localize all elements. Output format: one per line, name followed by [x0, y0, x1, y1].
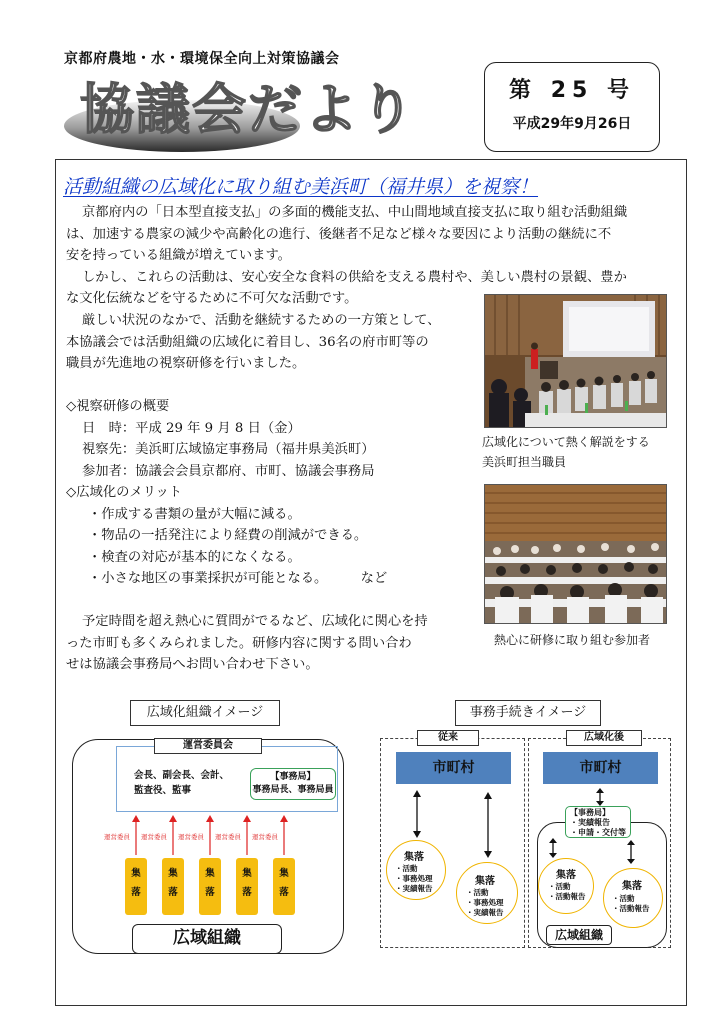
- shuraku-block: [199, 858, 221, 915]
- secretariat-box-after: [565, 806, 631, 838]
- secretariat-box: [250, 768, 336, 800]
- council-members-line: 会長、副会長、会計、: [134, 770, 230, 781]
- merit-item: ・小さな地区の事業採択が可能となる。 など: [88, 571, 388, 586]
- double-arrow-icon: [412, 790, 422, 838]
- shuraku-block: [273, 858, 295, 915]
- merit-item: ・作成する書類の量が大幅に減る。: [88, 506, 301, 522]
- org-diagram-label: 広域化組織イメージ: [130, 700, 280, 726]
- article-headline: 活動組織の広域化に取り組む美浜町（福井県）を視察！: [63, 176, 539, 198]
- shuraku-char: 集: [279, 868, 289, 879]
- text-line: 厳しい状況のなかで、活動を継続するための一方策として、: [82, 313, 441, 328]
- merit-item: ・物品の一括発注により経費の削減ができる。: [88, 528, 368, 543]
- double-arrow-icon: [483, 792, 493, 858]
- shuraku-char: 集: [168, 868, 178, 879]
- photo-caption-1: [482, 432, 650, 472]
- newsletter-logo: [62, 66, 428, 156]
- procedure-diagram-label: 事務手続きイメージ: [455, 700, 601, 726]
- rep-label: 運営委員: [215, 833, 241, 841]
- task-item: ・活動: [612, 894, 635, 903]
- shuraku-label: 集落: [622, 881, 642, 892]
- text-line: 職員が先進地の視察研修を行いました。: [66, 356, 306, 371]
- shuraku-char: 集: [131, 868, 141, 879]
- shuraku-char: 落: [279, 887, 289, 898]
- lecture-photo: [484, 294, 667, 428]
- shuraku-block: [162, 858, 184, 915]
- city-box-before: 市町村: [396, 752, 511, 784]
- shuraku-label: 集落: [556, 870, 576, 881]
- shuraku-tasks: [548, 882, 586, 902]
- participants-photo: [484, 484, 667, 624]
- council-title: 運営委員会: [154, 738, 262, 754]
- shuraku-tasks: [395, 864, 433, 894]
- double-arrow-icon: [626, 840, 636, 864]
- rep-label: 運営委員: [178, 833, 204, 841]
- article-body-left: [66, 310, 440, 676]
- text-line: しかし、これらの活動は、安心安全な食料の供給を支える農村や、美しい農村の景観、豊か: [82, 269, 627, 285]
- logo-text: 協議会だより: [80, 78, 416, 141]
- task-item: ・事務処理: [395, 874, 433, 883]
- up-arrow-icon: [168, 815, 178, 855]
- task-item: ・活動: [395, 864, 418, 873]
- task-item: ・実績報告: [466, 908, 504, 917]
- council-members-line: 監査役、監事: [134, 785, 192, 796]
- regional-org-label: 広域組織: [132, 924, 282, 954]
- double-arrow-icon: [595, 788, 605, 806]
- up-arrow-icon: [205, 815, 215, 855]
- issue-date: 平成29年9月26日: [512, 116, 632, 132]
- shuraku-char: 落: [242, 887, 252, 898]
- task-item: ・活動報告: [548, 892, 586, 901]
- task-item: ・活動報告: [612, 904, 650, 913]
- double-arrow-icon: [548, 838, 558, 858]
- up-arrow-icon: [242, 815, 252, 855]
- photo-caption-2: 熱心に研修に取り組む参加者: [494, 633, 651, 647]
- blank-line: [66, 590, 440, 612]
- caption-line: 美浜町担当職員: [482, 455, 567, 469]
- text-line: な文化伝統などを守るために不可欠な活動です。: [66, 291, 358, 306]
- secretariat-line: ・実績報告: [570, 818, 610, 827]
- task-item: ・活動: [548, 882, 571, 891]
- text-line: は、加速する農家の減少や高齢化の進行、後継者不足など様々な要因により活動の継続に不: [66, 226, 612, 242]
- merit-heading: ◇広域化のメリット: [66, 485, 183, 500]
- shuraku-char: 落: [205, 887, 215, 898]
- city-box-after: 市町村: [543, 752, 658, 784]
- shuraku-block: [236, 858, 258, 915]
- text-line: 京都府内の「日本型直接支払」の多面的機能支払、中山間地域直接支払に取り組む活動組織: [82, 205, 628, 220]
- shuraku-label: 集落: [404, 852, 424, 863]
- shuraku-block: [125, 858, 147, 915]
- secretariat-line: ・申請・交付等: [570, 828, 626, 837]
- text-line: 予定時間を超え熱心に質問がでるなど、広域化に関心を持: [82, 614, 428, 629]
- secretariat-line: 【事務局】: [570, 808, 610, 817]
- blank-line: [66, 375, 440, 397]
- issue-number: 第 25 号: [509, 78, 635, 103]
- caption-line: 広域化について熱く解説をする: [482, 435, 650, 449]
- text-line: 本協議会では活動組織の広域化に着目し、36名の府市町等の: [66, 334, 429, 350]
- task-item: ・実績報告: [395, 884, 433, 893]
- secretariat-members: 事務局長、事務局員: [252, 785, 334, 795]
- shuraku-char: 落: [131, 887, 141, 898]
- rep-label: 運営委員: [104, 833, 130, 841]
- overview-item: 視察先：美浜町広域協定事務局（福井県美浜町）: [82, 442, 375, 457]
- regional-org-label-after: 広域組織: [546, 925, 612, 945]
- text-line: せは協議会事務局へお問い合わせ下さい。: [66, 657, 319, 672]
- shuraku-tasks: [612, 894, 650, 914]
- task-item: ・事務処理: [466, 898, 504, 907]
- shuraku-tasks: [466, 888, 504, 918]
- organization-name: 京都府農地・水・環境保全向上対策協議会: [64, 51, 340, 67]
- council-members: [134, 768, 229, 798]
- overview-item: 参加者：協議会会員京都府、市町、協議会事務局: [82, 463, 375, 479]
- issue-box: [484, 62, 660, 152]
- secretariat-title: 【事務局】: [270, 772, 316, 782]
- overview-heading: ◇視察研修の概要: [66, 399, 170, 414]
- after-tag: 広域化後: [566, 730, 642, 746]
- rep-label: 運営委員: [141, 833, 167, 841]
- shuraku-label: 集落: [475, 876, 495, 887]
- before-tag: 従来: [417, 730, 479, 746]
- up-arrow-icon: [131, 815, 141, 855]
- text-line: 安を持っている組織が増えています。: [66, 248, 291, 263]
- text-line: った市町も多くみられました。研修内容に関する問い合わ: [66, 635, 412, 651]
- overview-item: 日 時：平成 29 年 9 月 8 日（金）: [82, 420, 301, 436]
- shuraku-char: 落: [168, 887, 178, 898]
- task-item: ・活動: [466, 888, 489, 897]
- merit-item: ・検査の対応が基本的になくなる。: [88, 549, 301, 565]
- up-arrow-icon: [279, 815, 289, 855]
- shuraku-char: 集: [242, 868, 252, 879]
- shuraku-char: 集: [205, 868, 215, 879]
- rep-label: 運営委員: [252, 833, 278, 841]
